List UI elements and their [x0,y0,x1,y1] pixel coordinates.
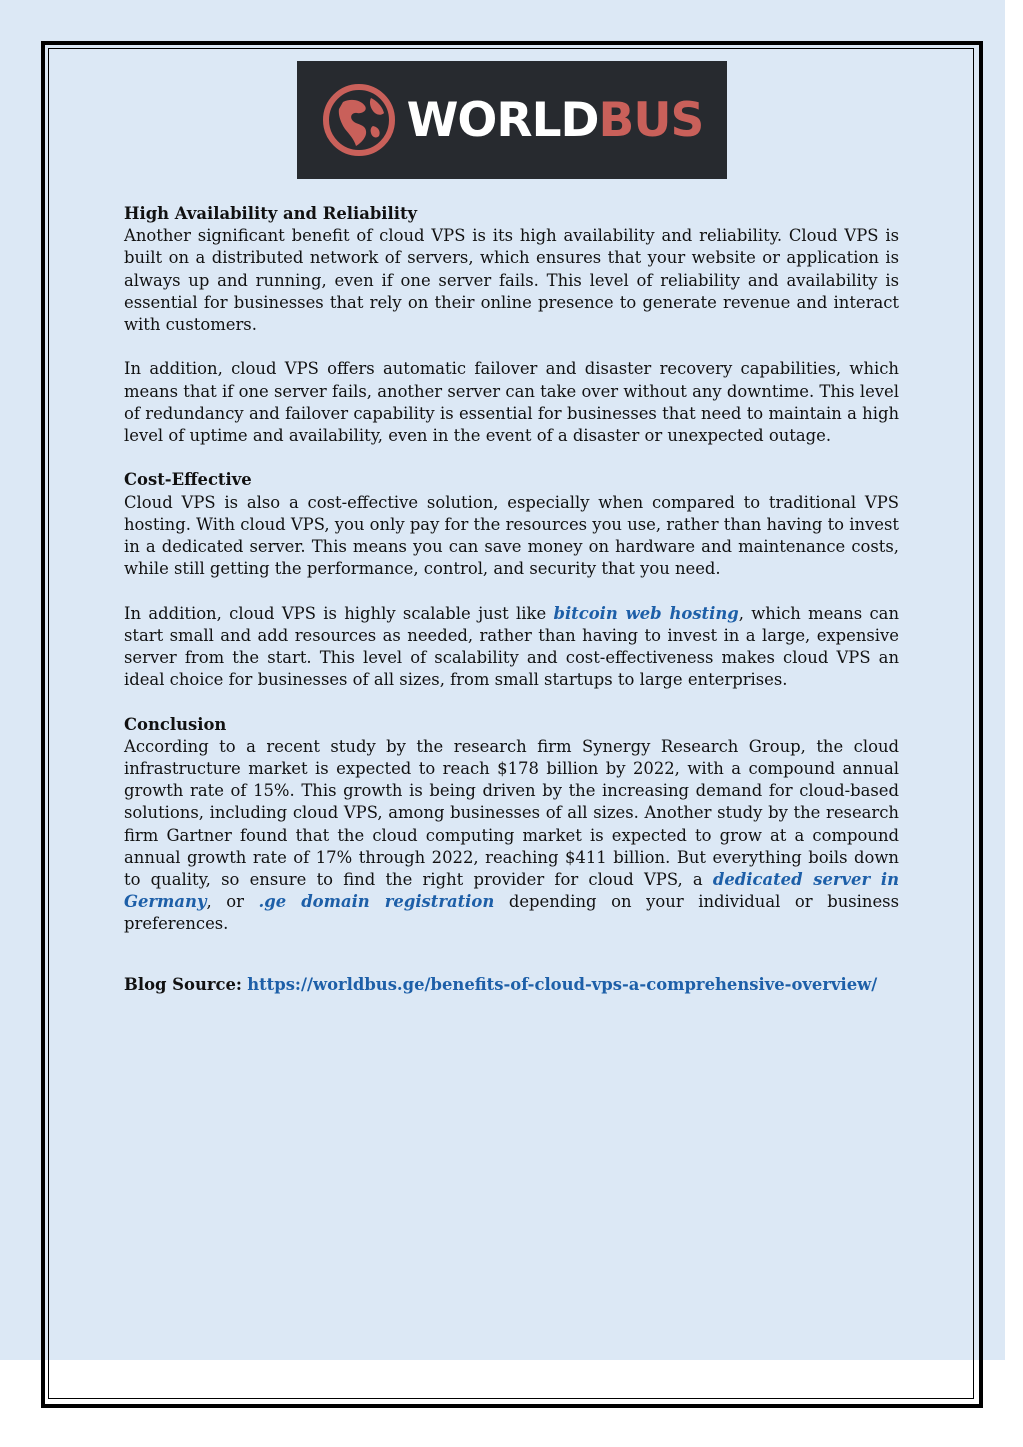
globe-icon [321,82,397,158]
blog-source-label: Blog Source: [124,974,242,994]
bitcoin-web-hosting-link[interactable]: bitcoin web hosting [553,603,739,623]
paragraph-text: In addition, cloud VPS is highly scalable just like [124,603,554,623]
section-heading-cost: Cost-Effective [124,470,252,490]
paragraph-cost-1: Cloud VPS is also a cost-effective solution, especially when compared to traditional VPS hosting. With cloud VPS, you only pay for the resources you use, rather than having to invest in a dedicated server. This means you can save money on hardware and maintenance costs, while still getting the performance, control, and security that you need. [124,492,899,579]
blog-source-line [124,974,899,996]
paragraph-text: According to a recent study by the research firm Synergy Research Group, the cloud infrastructure market is expected to reach $178 billion by 2022, with a compound annual growth rate of 15%. This growth is being driven by the increasing demand for cloud-based solutions, including cloud VPS, among businesses of all sizes. Another study by the research firm Gartner found that the cloud computing market is expected to grow at a compound annual growth rate of 17% through 2022, reaching $411 billion. But everything boils down to quality, so ensure to find the right provider for cloud VPS, a [124,736,899,890]
worldbus-logo [297,61,727,179]
section-heading-availability: High Availability and Reliability [124,204,418,223]
paragraph-text: depending on your individual or business preferences. [124,892,899,934]
ge-domain-registration-link[interactable]: .ge domain registration [258,892,495,912]
article-body [124,203,899,996]
paragraph-conclusion [124,736,899,936]
dedicated-server-germany-link[interactable]: dedicated server in Germany [124,870,899,912]
paragraph-text: , which means can start small and add resources as needed, rather than having to invest in a large, expensive server from the start. This level of scalability and cost-effectiveness makes cloud VPS an ideal choice for businesses of all sizes, from small startups to large enterprises. [124,603,899,690]
paragraph-cost-2 [124,603,899,692]
paragraph-availability-2: In addition, cloud VPS offers automatic failover and disaster recovery capabilities, which means that if one server fails, another server can take over without any downtime. This level of redundancy and failover capability is essential for businesses that need to maintain a high level of uptime and availability, even in the event of a disaster or unexpected outage. [124,359,899,446]
paragraph-text: , or [206,892,259,912]
section-heading-conclusion: Conclusion [124,714,227,734]
paragraph-availability-1: Another significant benefit of cloud VPS is its high availability and reliability. Cloud VPS is built on a distributed network of servers, which ensures that your website or application is always up and running, even if one server fails. This level of reliability and availability is essential for businesses that rely on their online presence to generate revenue and interact with customers. [124,226,899,335]
logo-text-bus: BUS [598,92,704,148]
blog-source-link[interactable]: https://worldbus.ge/benefits-of-cloud-vps-a-comprehensive-overview/ [247,974,878,994]
logo-wordmark [406,92,704,148]
logo-text-world: WORLD [406,92,599,148]
